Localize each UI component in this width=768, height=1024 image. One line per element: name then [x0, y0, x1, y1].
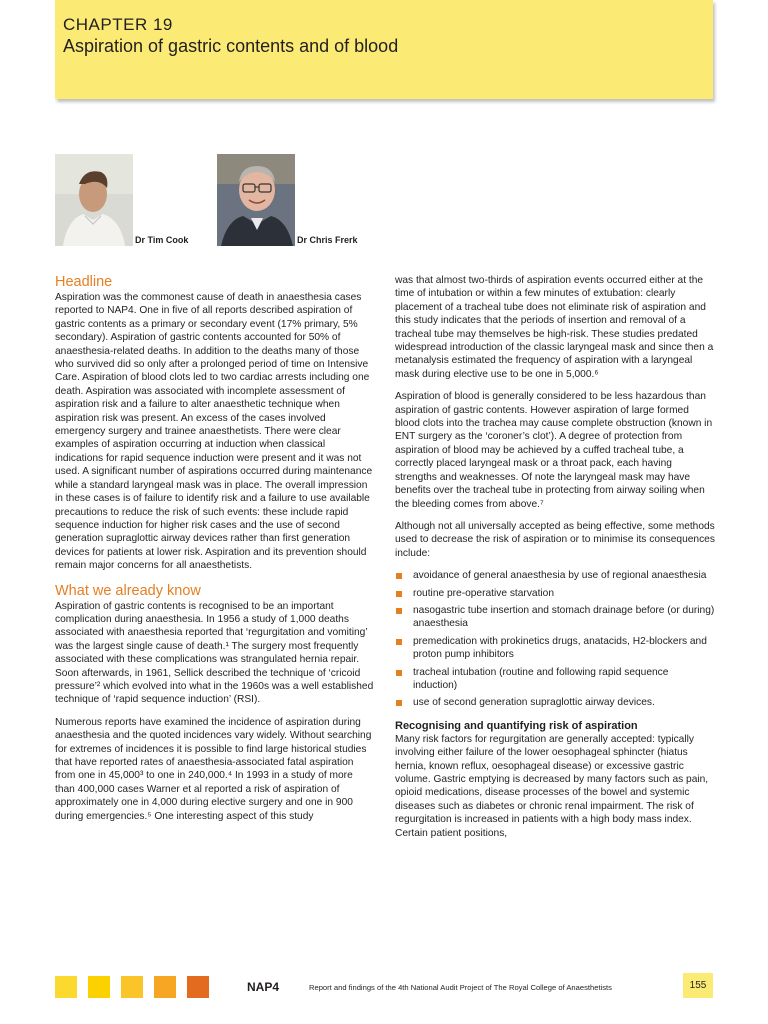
- author-name-chris-frerk: Dr Chris Frerk: [297, 235, 358, 245]
- footer-nap-brand: NAP4: [247, 980, 280, 994]
- author-photo-chris-frerk: [217, 154, 295, 246]
- list-item-text: avoidance of general anaesthesia by use of regional anaesthesia: [413, 570, 707, 582]
- right-paragraph-3: Although not all universally accepted as being effective, some methods used to decrease the risk of aspiration or to minimise its consequences include:: [395, 520, 715, 559]
- bullet-square-icon: [396, 573, 402, 579]
- known-paragraph-1: Aspiration of gastric contents is recognised to be an important complication during anaesthesia. In 1956 a study of 1,000 deaths associated with anaesthesia reported that ‘regurgitation and vomiting’ was the largest single cause of death.¹ The surgery most frequently associated with these complications was strangulated hernia repair. Soon afterwards, in 1961, Sellick described the technique of ‘cricoid pressure’² which evolved into what in the 1960s was a well established technique of ‘rapid sequence induction’ (RSI).: [55, 600, 374, 706]
- list-item: [395, 587, 715, 600]
- right-paragraph-1: was that almost two-thirds of aspiration events occurred either at the time of intubation or within a few minutes of extubation: clearly placement of a tracheal tube does not eliminate risk of aspiration and this study indicates that the periods of insertion and removal of a tracheal tube may themselves be high-risk. These studies predated widespread introduction of the classic laryngeal mask and since then a metanalysis estimated the frequency of aspiration with a laryngeal mask during elective use to be one in 5,000.⁶: [395, 275, 714, 380]
- known-paragraph-2: Numerous reports have examined the incidence of aspiration during anaesthesia and the quoted incidences vary widely. Without searching for extremes of incidences it is possible to find large historical studies that have reported rates of anaesthesia-associated fatal aspiration from one in 45,000³ to one in 240,000.⁴ In 1993 in a study of more than 400,000 cases Warner et al reported a risk of aspiration of approximately one in 4,000 during elective surgery and one in 900 during emergencies.⁵ One interesting aspect of this study: [55, 716, 372, 822]
- right-paragraph-2: Aspiration of blood is generally considered to be less hazardous than aspiration of gastric contents. However aspiration of large formed blood clots into the trachea may cause complete obstruction (known in ENT surgery as the ‘coroner’s clot’). A degree of protection from aspiration of blood may be achieved by a cuffed tracheal tube, a correctly placed laryngeal mask or a throat pack, each having strengths and weaknesses. Of note the laryngeal mask may have benefits over the tracheal tube in protecting from airway soiling when the bleeding comes from above.⁷: [395, 391, 713, 510]
- author-name-tim-cook: Dr Tim Cook: [135, 235, 189, 245]
- list-item: [395, 569, 715, 582]
- list-item-text: premedication with prokinetics drugs, anatacids, H2-blockers and proton pump inhibitors: [413, 635, 707, 661]
- list-item: [395, 666, 715, 693]
- list-item-text: use of second generation supraglottic airway devices.: [413, 697, 655, 709]
- footer-color-squares: [55, 976, 220, 998]
- list-item: [395, 696, 715, 709]
- risk-paragraph: Many risk factors for regurgitation are generally accepted: typically involving either failure of the lower oesophageal sphincter (hiatus hernia, known reflux, oesophageal disease) or excessive gastric volume. Gastric emptying is decreased by many factors such as pain, opioid medications, disease processes of the bowel and systemic diseases such as diabetes or chronic renal impairment. The risk of regurgitation is increased in patients with a high body mass index. Certain patient positions,: [395, 733, 709, 839]
- page-number: 155: [683, 973, 713, 998]
- risk-heading: Recognising and quantifying risk of aspiration: [395, 719, 638, 732]
- known-heading: What we already know: [55, 582, 201, 599]
- list-item: [395, 604, 715, 631]
- right-column: [395, 274, 715, 840]
- list-item-text: tracheal intubation (routine and following rapid sequence induction): [413, 666, 669, 691]
- footer-square: [154, 976, 176, 998]
- bullet-square-icon: [396, 591, 402, 597]
- chapter-title: Aspiration of gastric contents and of blood: [63, 36, 399, 56]
- footer-report-text: Report and findings of the 4th National Audit Project of The Royal College of Anaesthetists: [309, 983, 612, 992]
- footer-square: [187, 976, 209, 998]
- list-item-text: routine pre-operative starvation: [413, 587, 555, 599]
- bullet-square-icon: [396, 608, 402, 614]
- footer-square: [55, 976, 77, 998]
- list-item-text: nasogastric tube insertion and stomach drainage before (or during) anaesthesia: [413, 604, 715, 630]
- chapter-label: CHAPTER 19: [63, 15, 173, 34]
- list-item: [395, 635, 715, 662]
- footer-square: [88, 976, 110, 998]
- bullet-square-icon: [396, 670, 402, 676]
- left-column: [55, 273, 375, 823]
- footer-square: [121, 976, 143, 998]
- chapter-header: [55, 0, 713, 99]
- bullet-square-icon: [396, 639, 402, 645]
- bullet-square-icon: [396, 700, 402, 706]
- headline-paragraph: Aspiration was the commonest cause of death in anaesthesia cases reported to NAP4. One in five of all reports described aspiration of gastric contents as a primary or secondary event (17% primary, 5% secondary). Aspiration of gastric contents accounted for 50% of anaesthesia-related deaths. In addition to the deaths many of those who survived did so only after a prolonged period of time on Intensive Care. Aspiration of blood clots led to two cardiac arrests including one death. Aspiration was associated with incomplete assessment of aspiration risk and a failure to alter anaesthetic technique when aspiration risk was present. An excess of the cases involved emergency surgery and trainee anaesthetists. There were clear examples of aspiration occurring at induction when classical indications for rapid sequence induction were present and it was not used. A significant number of aspirations occurred during maintenance while a standard laryngeal mask was in place. The overall impression in these cases is of failure to identify risk and a failure to use available precautions to reduce the risk of such events: these include rapid sequence induction for higher risk cases and the use of second generation supraglottic airway devices rather than first generation devices for patients at lower risk. Aspiration and its prevention should remain major concerns for all anaesthetists.: [55, 292, 373, 572]
- headline-heading: Headline: [55, 274, 113, 290]
- author-photo-tim-cook: [55, 154, 133, 246]
- methods-list: [395, 569, 715, 710]
